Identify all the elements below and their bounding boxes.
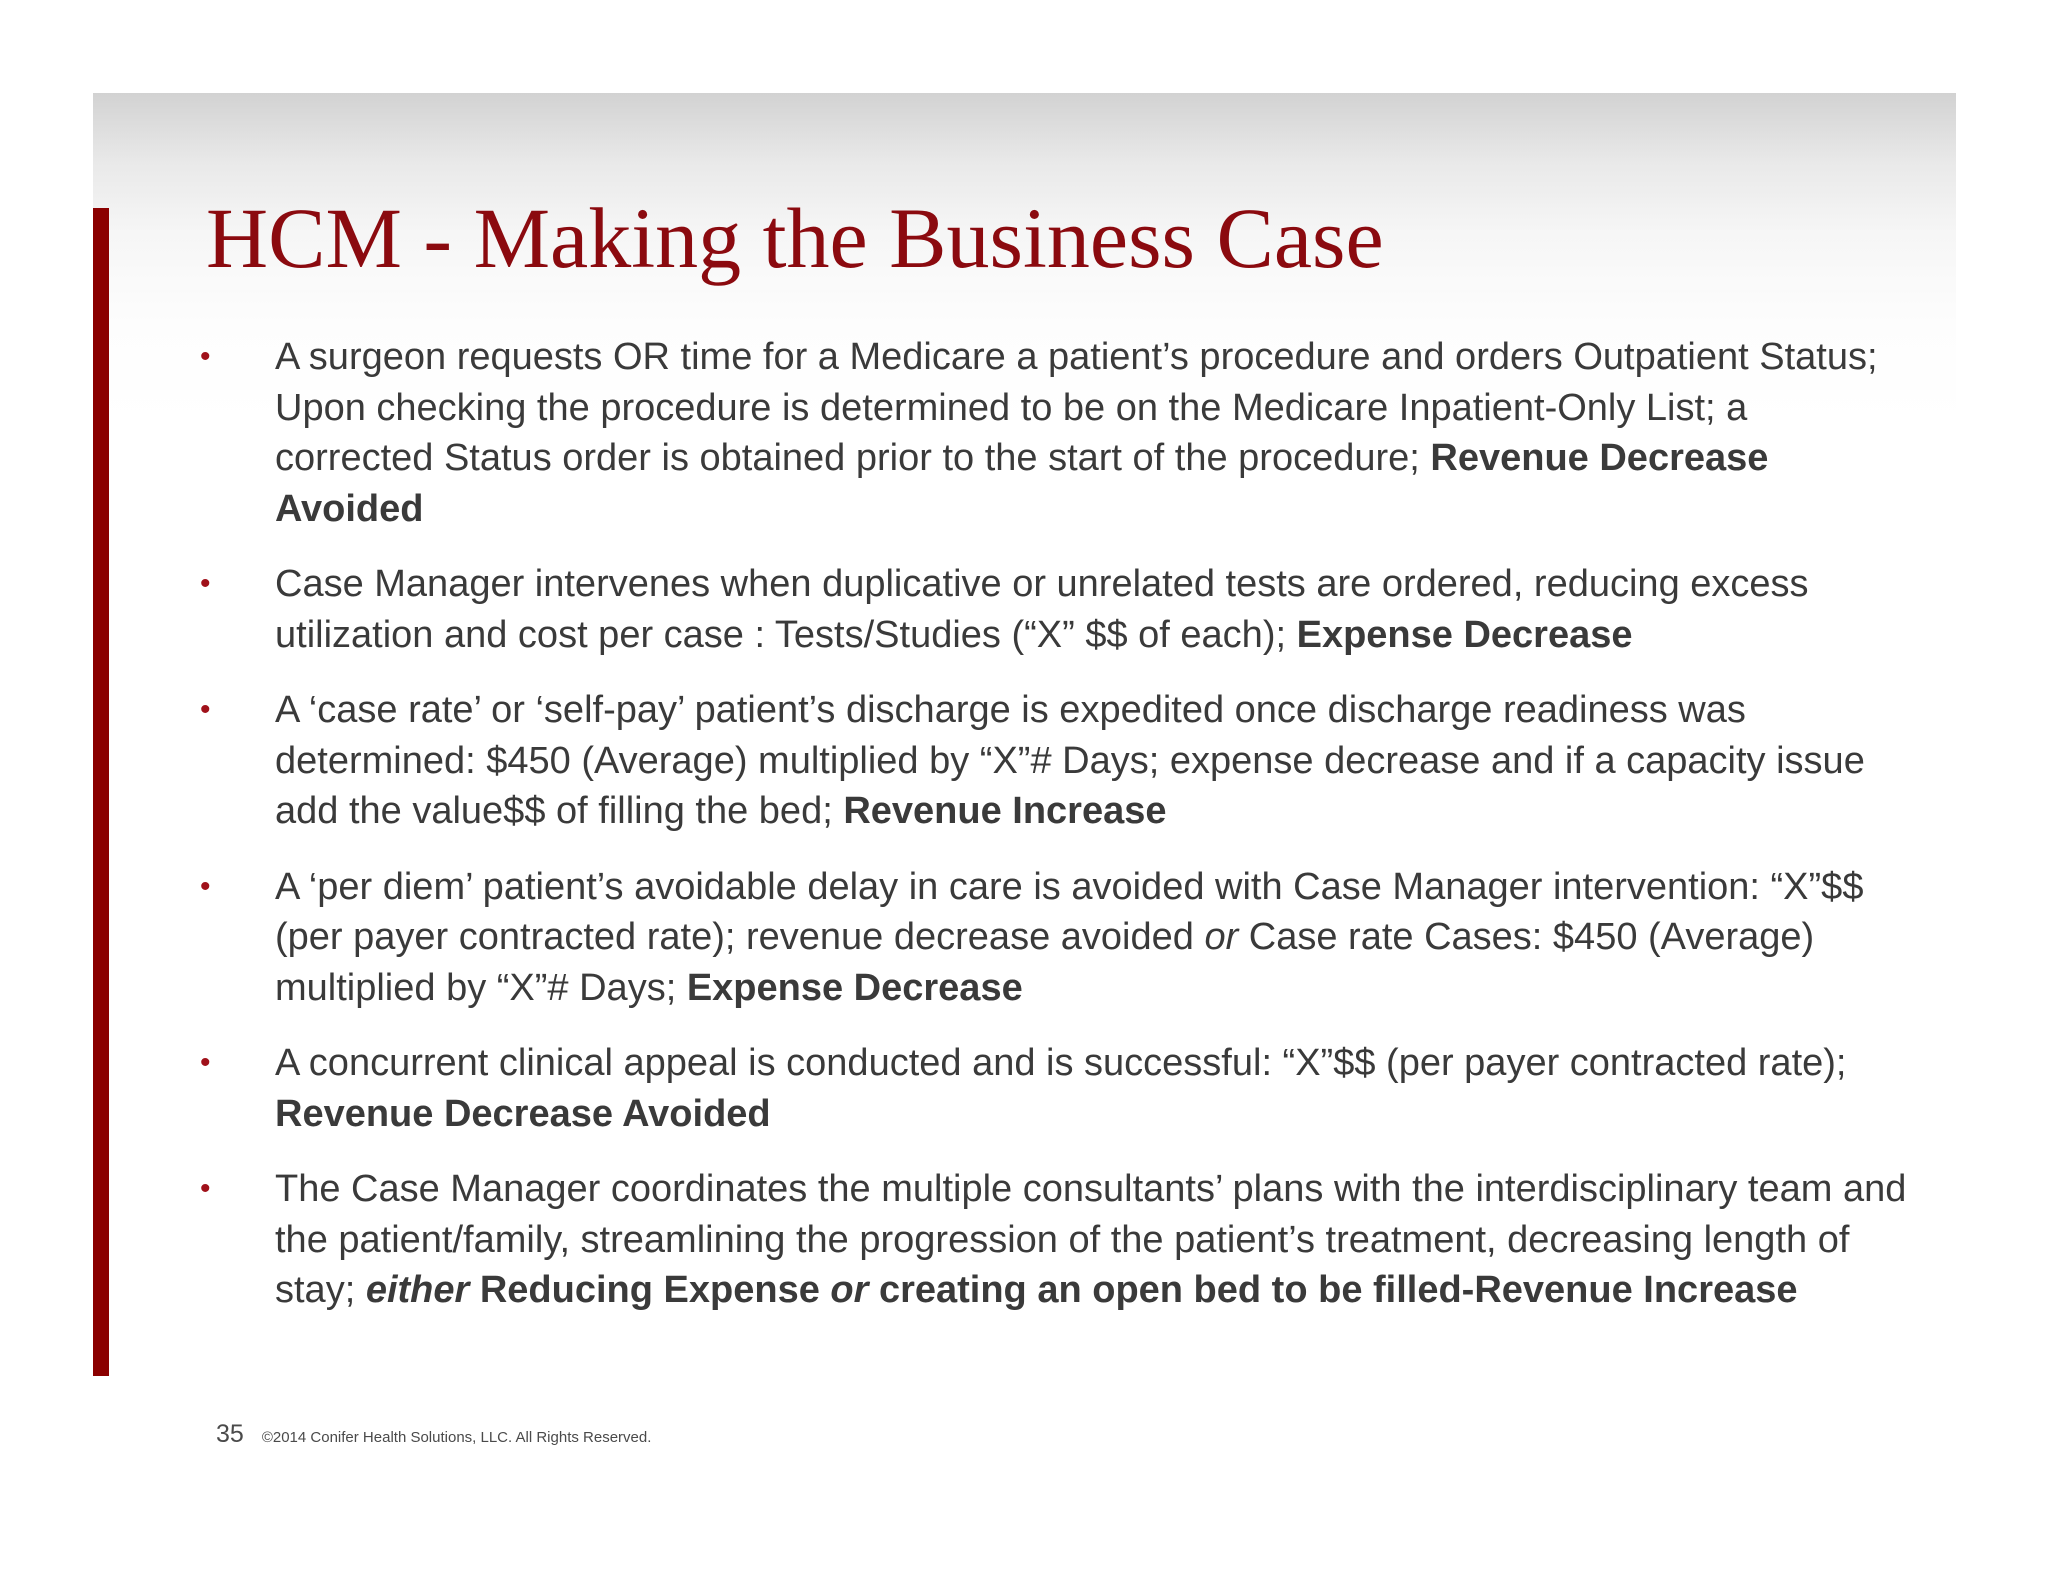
slide-footer	[216, 1420, 651, 1454]
bullet-text: A surgeon requests OR time for a Medicare a patient’s procedure and orders Outpatient Status; Upon checking the procedure is determined to be on the Medicare Inpatient-Only List; a corrected Status order is obtained prior to the start of the procedure;	[275, 336, 1878, 479]
bullet-outcome: Revenue Decrease Avoided	[275, 1092, 771, 1135]
bullet-emphasis: either	[365, 1269, 470, 1311]
bullet-text: The Case Manager coordinates the multiple consultants’ plans with the interdisciplinary team and the patient/family, streamlining the progression of the patient’s treatment, decreasing length of stay;	[275, 1168, 1907, 1311]
bullet-item	[196, 685, 1916, 837]
bullet-outcome: creating an open bed to be filled-Revenue Increase	[868, 1269, 1798, 1311]
slide-title: HCM - Making the Business Case	[206, 190, 1384, 286]
bullet-emphasis: or	[1204, 916, 1239, 958]
bullet-list	[196, 332, 1916, 1341]
bullet-emphasis: or	[830, 1269, 869, 1311]
bullet-item	[196, 862, 1916, 1014]
bullet-outcome: Expense Decrease	[686, 966, 1023, 1009]
bullet-outcome: Expense Decrease	[1296, 613, 1633, 656]
bullet-icon: •	[200, 340, 211, 373]
bullet-item	[196, 559, 1916, 660]
bullet-item	[196, 332, 1916, 534]
bullet-text: Case Manager intervenes when duplicative or unrelated tests are ordered, reducing excess utilization and cost per case : Tests/Studies (“X” $$ of each);	[275, 563, 1809, 656]
bullet-icon: •	[200, 693, 211, 726]
bullet-text: Case rate Cases: $450 (Average) multiplied by “X”# Days;	[275, 916, 1815, 1009]
bullet-text: A ‘case rate’ or ‘self-pay’ patient’s discharge is expedited once discharge readiness was determined: $450 (Average) multiplied by “X”# Days; expense decrease and if a capacity issue add the value$$ of filling the bed;	[275, 689, 1865, 832]
page-number: 35	[216, 1420, 244, 1448]
bullet-item	[196, 1164, 1916, 1316]
copyright-notice: ©2014 Conifer Health Solutions, LLC. All Rights Reserved.	[261, 1429, 652, 1446]
bullet-text: A ‘per diem’ patient’s avoidable delay in care is avoided with Case Manager intervention: “X”$$ (per payer contracted rate); revenue decrease avoided	[275, 865, 1864, 958]
bullet-outcome: Reducing Expense	[469, 1269, 831, 1311]
accent-bar	[93, 208, 109, 1376]
bullet-item	[196, 1038, 1916, 1139]
bullet-icon: •	[200, 567, 211, 600]
bullet-outcome: Revenue Increase	[843, 790, 1167, 832]
bullet-outcome: Revenue Decrease Avoided	[275, 437, 1769, 530]
bullet-icon: •	[200, 1172, 211, 1205]
bullet-icon: •	[200, 869, 211, 903]
bullet-text: A concurrent clinical appeal is conducted and is successful: “X”$$ (per payer contracted rate);	[275, 1042, 1847, 1084]
bullet-icon: •	[200, 1046, 211, 1079]
